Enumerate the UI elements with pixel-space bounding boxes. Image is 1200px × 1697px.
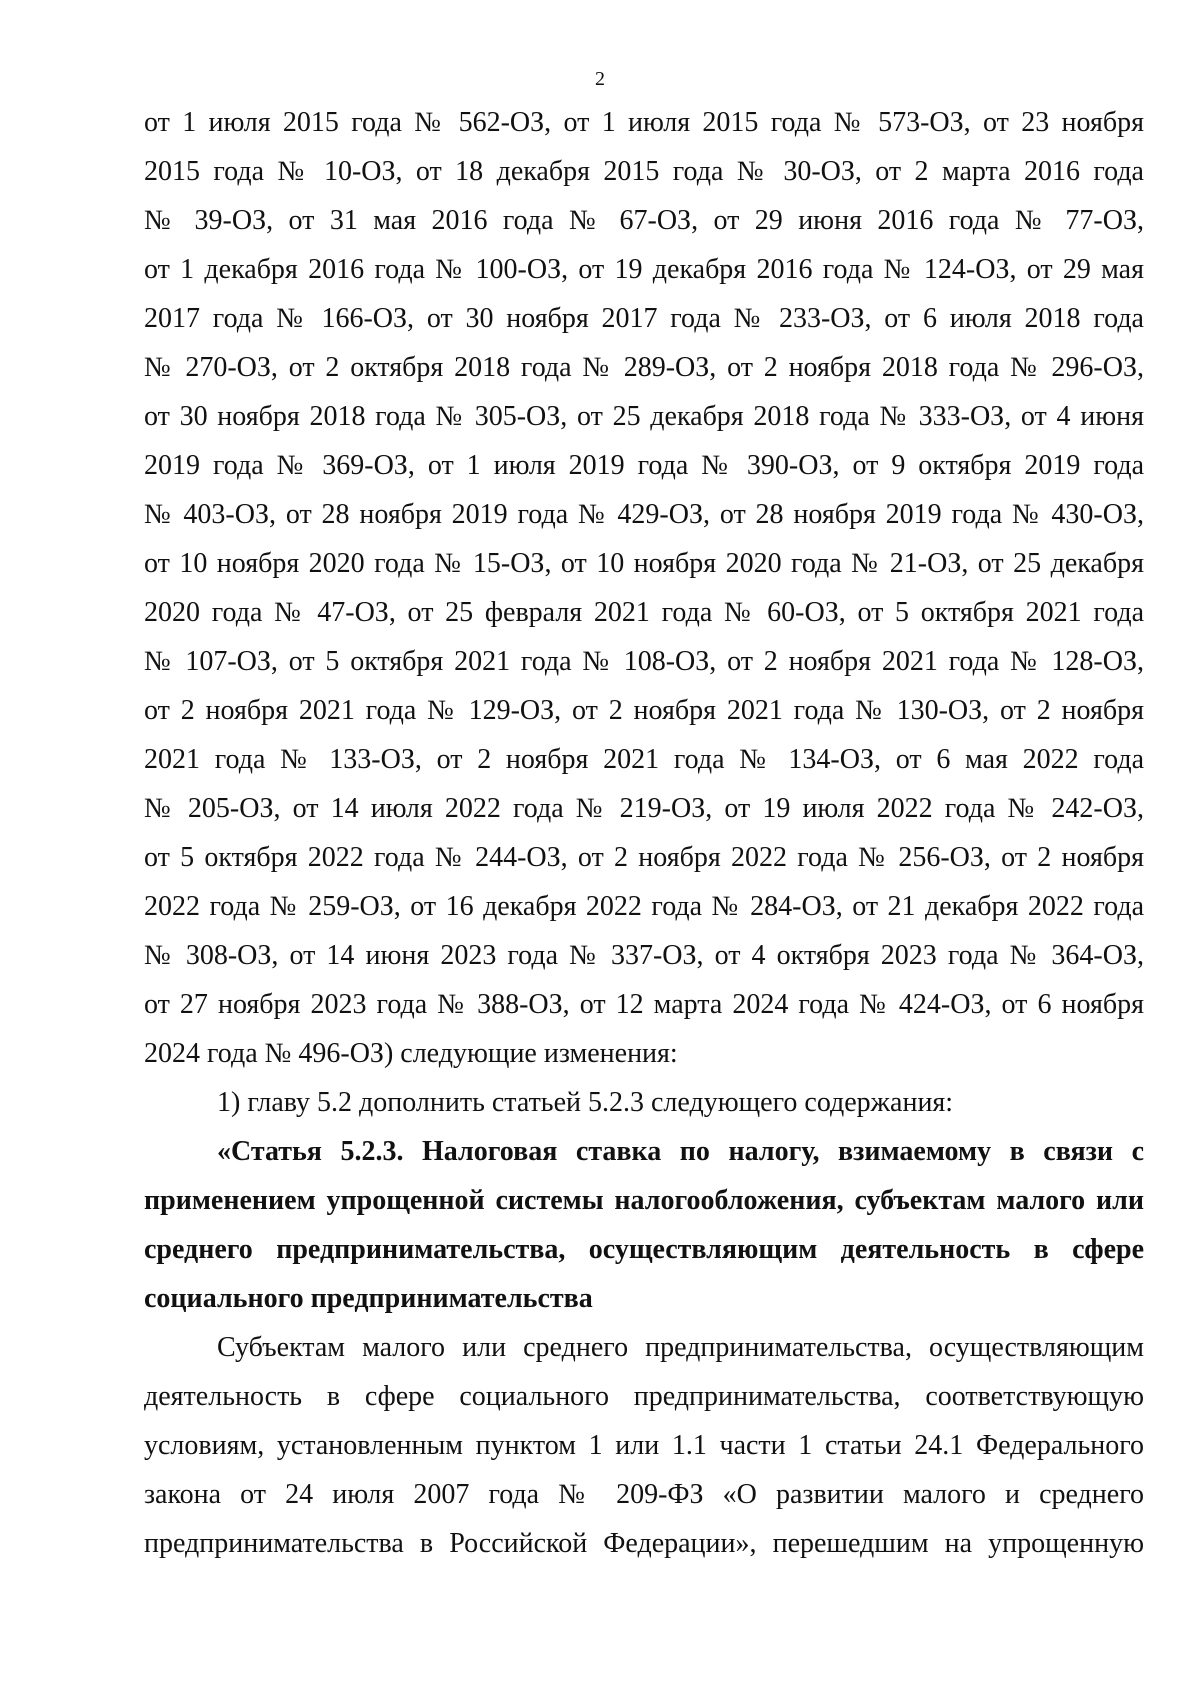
text-line: от 2 ноября 2021 года № 129-ОЗ, от 2 ноября 2021 года № 130-ОЗ, от 2 ноября bbox=[144, 695, 1144, 726]
text-line: 2015 года № 10-ОЗ, от 18 декабря 2015 года № 30-ОЗ, от 2 марта 2016 года bbox=[144, 156, 1144, 187]
text-line: № 107-ОЗ, от 5 октября 2021 года № 108-ОЗ, от 2 ноября 2021 года № 128-ОЗ, bbox=[144, 646, 1144, 677]
page-number: 2 bbox=[595, 68, 605, 90]
heading-line: среднего предпринимательства, осуществляющим деятельность в сфере bbox=[144, 1234, 1144, 1265]
text-line: 2022 года № 259-ОЗ, от 16 декабря 2022 года № 284-ОЗ, от 21 декабря 2022 года bbox=[144, 891, 1144, 922]
text-line: от 10 ноября 2020 года № 15-ОЗ, от 10 ноября 2020 года № 21-ОЗ, от 25 декабря bbox=[144, 548, 1144, 579]
text-line: 2019 года № 369-ОЗ, от 1 июля 2019 года № 390-ОЗ, от 9 октября 2019 года bbox=[144, 450, 1144, 481]
document-body bbox=[144, 98, 1144, 1568]
amendments-paragraph bbox=[144, 98, 1144, 1078]
text-line: № 205-ОЗ, от 14 июля 2022 года № 219-ОЗ, от 19 июля 2022 года № 242-ОЗ, bbox=[144, 793, 1144, 824]
text-line: № 39-ОЗ, от 31 мая 2016 года № 67-ОЗ, от 29 июня 2016 года № 77-ОЗ, bbox=[144, 205, 1144, 236]
text-line: предпринимательства в Российской Федерации», перешедшим на упрощенную bbox=[144, 1528, 1144, 1559]
text-line: деятельность в сфере социального предпринимательства, соответствующую bbox=[144, 1381, 1144, 1412]
text-line: от 1 декабря 2016 года № 100-ОЗ, от 19 декабря 2016 года № 124-ОЗ, от 29 мая bbox=[144, 254, 1144, 285]
text-line: от 5 октября 2022 года № 244-ОЗ, от 2 ноября 2022 года № 256-ОЗ, от 2 ноября bbox=[144, 842, 1144, 873]
text-line: условиям, установленным пунктом 1 или 1.1 части 1 статьи 24.1 Федерального bbox=[144, 1430, 1144, 1461]
text-line: 1) главу 5.2 дополнить статьей 5.2.3 следующего содержания: bbox=[217, 1087, 954, 1118]
text-line: от 1 июля 2015 года № 562-ОЗ, от 1 июля 2015 года № 573-ОЗ, от 23 ноября bbox=[144, 107, 1144, 138]
text-line: 2021 года № 133-ОЗ, от 2 ноября 2021 года № 134-ОЗ, от 6 мая 2022 года bbox=[144, 744, 1144, 775]
text-line: от 27 ноября 2023 года № 388-ОЗ, от 12 марта 2024 года № 424-ОЗ, от 6 ноября bbox=[144, 989, 1144, 1020]
article-heading bbox=[144, 1127, 1144, 1323]
heading-line: «Статья 5.2.3. Налоговая ставка по налогу, взимаемому в связи с bbox=[217, 1136, 1144, 1167]
text-line: № 308-ОЗ, от 14 июня 2023 года № 337-ОЗ, от 4 октября 2023 года № 364-ОЗ, bbox=[144, 940, 1144, 971]
text-line: № 403-ОЗ, от 28 ноября 2019 года № 429-ОЗ, от 28 ноября 2019 года № 430-ОЗ, bbox=[144, 499, 1144, 530]
article-body-paragraph bbox=[144, 1323, 1144, 1568]
text-line: № 270-ОЗ, от 2 октября 2018 года № 289-ОЗ, от 2 ноября 2018 года № 296-ОЗ, bbox=[144, 352, 1144, 383]
text-line: от 30 ноября 2018 года № 305-ОЗ, от 25 декабря 2018 года № 333-ОЗ, от 4 июня bbox=[144, 401, 1144, 432]
text-line: 2017 года № 166-ОЗ, от 30 ноября 2017 года № 233-ОЗ, от 6 июля 2018 года bbox=[144, 303, 1144, 334]
text-line: закона от 24 июля 2007 года № 209-ФЗ «О развитии малого и среднего bbox=[144, 1479, 1144, 1510]
text-line: 2024 года № 496-ОЗ) следующие изменения: bbox=[144, 1038, 678, 1069]
text-line: 2020 года № 47-ОЗ, от 25 февраля 2021 года № 60-ОЗ, от 5 октября 2021 года bbox=[144, 597, 1144, 628]
text-line: Субъектам малого или среднего предпринимательства, осуществляющим bbox=[217, 1332, 1144, 1363]
heading-line: социального предпринимательства bbox=[144, 1283, 593, 1314]
item-1-paragraph bbox=[144, 1078, 1144, 1127]
heading-line: применением упрощенной системы налогообложения, субъектам малого или bbox=[144, 1185, 1144, 1216]
